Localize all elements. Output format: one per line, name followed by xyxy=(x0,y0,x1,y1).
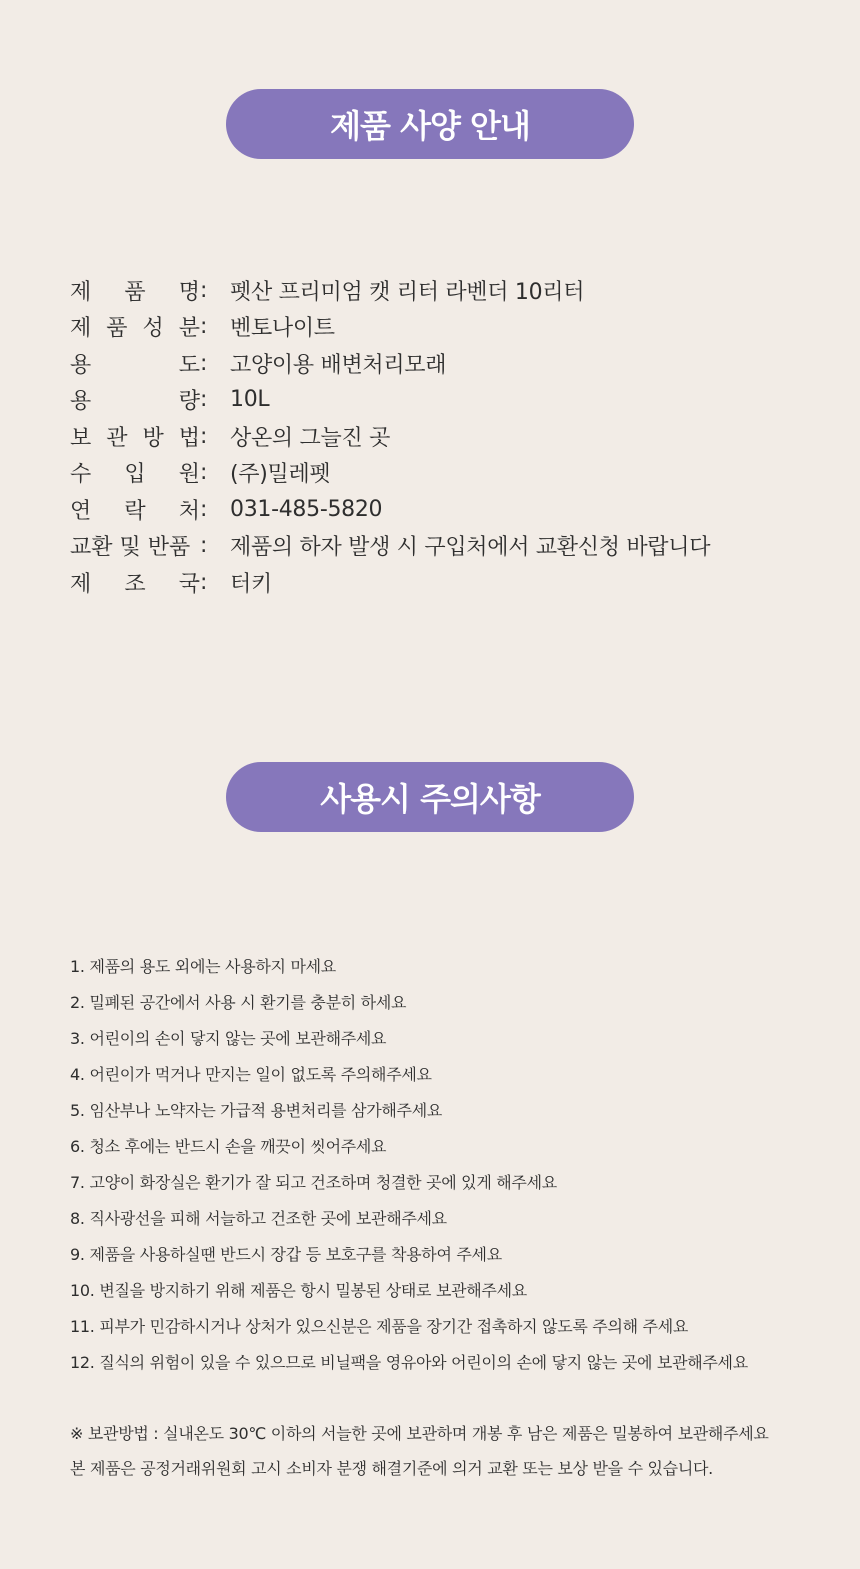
spec-label xyxy=(70,457,200,488)
spec-label-char: 수 xyxy=(70,462,92,488)
caution-item: 2. 밀폐된 공간에서 사용 시 환기를 충분히 하세요 xyxy=(70,992,407,1012)
spec-colon: : xyxy=(200,277,208,303)
spec-label-char: 법 xyxy=(178,425,200,451)
spec-value: 벤토나이트 xyxy=(230,316,335,342)
caution-item: 11. 피부가 민감하시거나 상처가 있으신분은 제품을 장기간 접촉하지 않도록 주의해 주세요 xyxy=(70,1316,689,1336)
spec-label-char: 도 xyxy=(178,352,200,378)
caution-item: 4. 어린이가 먹거나 만지는 일이 없도록 주의해주세요 xyxy=(70,1064,432,1084)
spec-value: 상온의 그늘진 곳 xyxy=(230,425,391,451)
spec-label-char: 량 xyxy=(178,389,200,415)
spec-colon: : xyxy=(200,350,208,376)
caution-item: 6. 청소 후에는 반드시 손을 깨끗이 씻어주세요 xyxy=(70,1136,387,1156)
spec-value: 제품의 하자 발생 시 구입처에서 교환신청 바랍니다 xyxy=(230,535,711,561)
spec-label-char: 조 xyxy=(124,571,146,597)
spec-label-char: 제 xyxy=(70,571,92,597)
caution-item: 9. 제품을 사용하실땐 반드시 장갑 등 보호구를 착용하여 주세요 xyxy=(70,1244,502,1264)
spec-label-char: 국 xyxy=(178,571,200,597)
spec-label-char: 용 xyxy=(70,352,92,378)
spec-row xyxy=(70,528,710,565)
spec-row xyxy=(70,382,710,419)
spec-label xyxy=(70,494,200,525)
spec-label xyxy=(70,421,200,452)
caution-item: 7. 고양이 화장실은 환기가 잘 되고 건조하며 청결한 곳에 있게 해주세요 xyxy=(70,1172,557,1192)
note-line: 본 제품은 공정거래위원회 고시 소비자 분쟁 해결기준에 의거 교환 또는 보상 받을 수 있습니다. xyxy=(70,1459,713,1478)
spec-value: (주)밀레펫 xyxy=(230,462,331,488)
caution-item: 1. 제품의 용도 외에는 사용하지 마세요 xyxy=(70,956,336,976)
spec-label-char: 원 xyxy=(178,462,200,488)
spec-row xyxy=(70,491,710,528)
note-line: ※ 보관방법 : 실내온도 30℃ 이하의 서늘한 곳에 보관하며 개봉 후 남은 제품은 밀봉하여 보관해주세요 xyxy=(70,1424,769,1443)
caution-section-title: 사용시 주의사항 xyxy=(226,762,634,832)
storage-notes xyxy=(70,1415,850,1485)
caution-item: 3. 어린이의 손이 닿지 않는 곳에 보관해주세요 xyxy=(70,1028,387,1048)
spec-row xyxy=(70,309,710,346)
spec-label-char: 분 xyxy=(178,316,200,342)
spec-table xyxy=(70,272,710,601)
spec-label-char: 방 xyxy=(142,425,164,451)
spec-section-title: 제품 사양 안내 xyxy=(226,89,634,159)
caution-item: 5. 임산부나 노약자는 가급적 용변처리를 삼가해주세요 xyxy=(70,1100,443,1120)
spec-label-char: 관 xyxy=(106,425,128,451)
spec-row xyxy=(70,418,710,455)
spec-label-char: 연 xyxy=(70,498,92,524)
spec-label xyxy=(70,311,200,342)
spec-label-char: 품 xyxy=(124,279,146,305)
spec-label-char: 품 xyxy=(106,316,128,342)
spec-label-char: 락 xyxy=(124,498,146,524)
spec-row xyxy=(70,564,710,601)
spec-value: 10L xyxy=(230,387,270,413)
spec-label xyxy=(70,530,200,561)
spec-row xyxy=(70,455,710,492)
spec-label xyxy=(70,275,200,306)
spec-colon: : xyxy=(200,314,208,340)
spec-colon: : xyxy=(200,496,208,522)
spec-label-char: 명 xyxy=(178,279,200,305)
spec-label xyxy=(70,348,200,379)
spec-colon: : xyxy=(200,423,208,449)
caution-item: 10. 변질을 방지하기 위해 제품은 항시 밀봉된 상태로 보관해주세요 xyxy=(70,1280,527,1300)
spec-label-char: 입 xyxy=(124,462,146,488)
spec-label-char: 보 xyxy=(70,425,92,451)
spec-colon: : xyxy=(200,533,208,559)
spec-colon: : xyxy=(200,460,208,486)
spec-colon: : xyxy=(200,569,208,595)
spec-label-char: 제 xyxy=(70,316,92,342)
spec-label-char: 제 xyxy=(70,279,92,305)
spec-value: 펫산 프리미엄 캣 리터 라벤더 10리터 xyxy=(230,279,585,305)
spec-colon: : xyxy=(200,387,208,413)
spec-value: 031-485-5820 xyxy=(230,496,383,522)
spec-label xyxy=(70,384,200,415)
spec-label-char: 처 xyxy=(178,498,200,524)
spec-value: 터키 xyxy=(230,571,272,597)
caution-list xyxy=(70,947,830,1379)
spec-label-char: 성 xyxy=(142,316,164,342)
caution-item: 8. 직사광선을 피해 서늘하고 건조한 곳에 보관해주세요 xyxy=(70,1208,447,1228)
spec-row xyxy=(70,345,710,382)
spec-label-char: 용 xyxy=(70,389,92,415)
spec-value: 고양이용 배변처리모래 xyxy=(230,352,447,378)
spec-label xyxy=(70,567,200,598)
spec-label-char: 교환 및 반품 xyxy=(70,535,191,561)
caution-item: 12. 질식의 위험이 있을 수 있으므로 비닐팩을 영유아와 어린이의 손에 닿지 않는 곳에 보관해주세요 xyxy=(70,1352,748,1372)
spec-row xyxy=(70,272,710,309)
